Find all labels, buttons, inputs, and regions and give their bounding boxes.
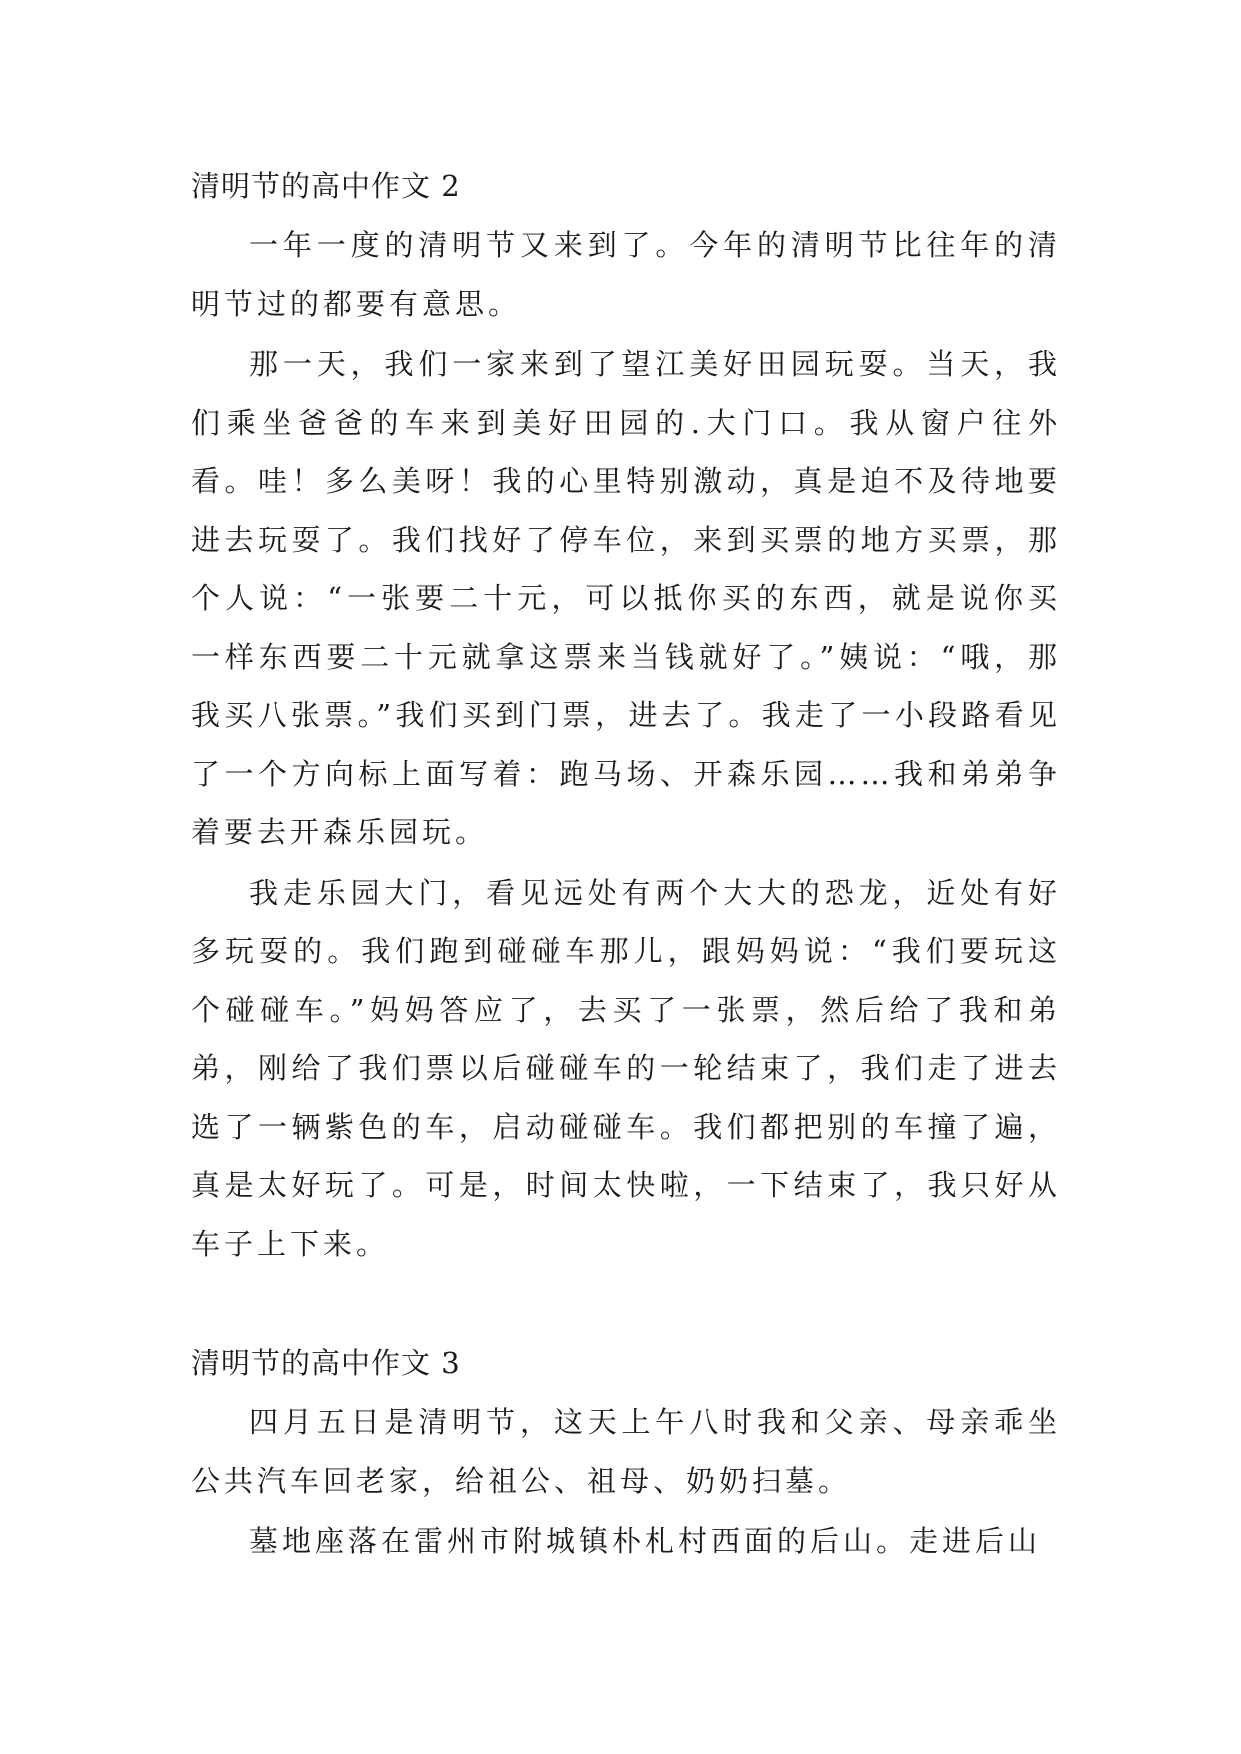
paragraph: 一年一度的清明节又来到了。今年的清明节比往年的清明节过的都要有意思。: [191, 228, 1061, 321]
paragraph: 那一天，我们一家来到了望江美好田园玩耍。当天，我们乘坐爸爸的车来到美好田园的.大门口。我从窗户往外看。哇！多么美呀！我的心里特别激动，真是迫不及待地要进去玩耍了。我们找好了停车位，来到买票的地方买票，那个人说：“一张要二十元，可以抵你买的东西，就是说你买一样东西要二十元就拿这票来当钱就好了。”姨说：“哦，那我买八张票。”我们买到门票，进去了。我走了一小段路看见了一个方向标上面写着：跑马场、开森乐园……我和弟弟争着要去开森乐园玩。: [191, 347, 1061, 849]
paragraph: 四月五日是清明节，这天上午八时我和父亲、母亲乖坐公共汽车回老家，给祖公、祖母、奶奶扫墓。: [191, 1405, 1061, 1498]
paragraph: 墓地座落在雷州市附城镇朴札村西面的后山。走进后山: [249, 1524, 1042, 1558]
paragraph: 我走乐园大门，看见远处有两个大大的恐龙，近处有好多玩耍的。我们跑到碰碰车那儿，跟妈妈说：“我们要玩这个碰碰车。”妈妈答应了，去买了一张票，然后给了我和弟弟，刚给了我们票以后碰碰车的一轮结束了，我们走了进去选了一辆紫色的车，启动碰碰车。我们都把别的车撞了遍，真是太好玩了。可是，时间太快啦，一下结束了，我只好从车子上下来。: [191, 875, 1061, 1261]
section-title: 清明节的高中作文 2: [191, 169, 461, 203]
section-title: 清明节的高中作文 3: [191, 1346, 461, 1380]
section-spacer: [191, 1273, 1061, 1333]
document-page: [191, 156, 1061, 1571]
